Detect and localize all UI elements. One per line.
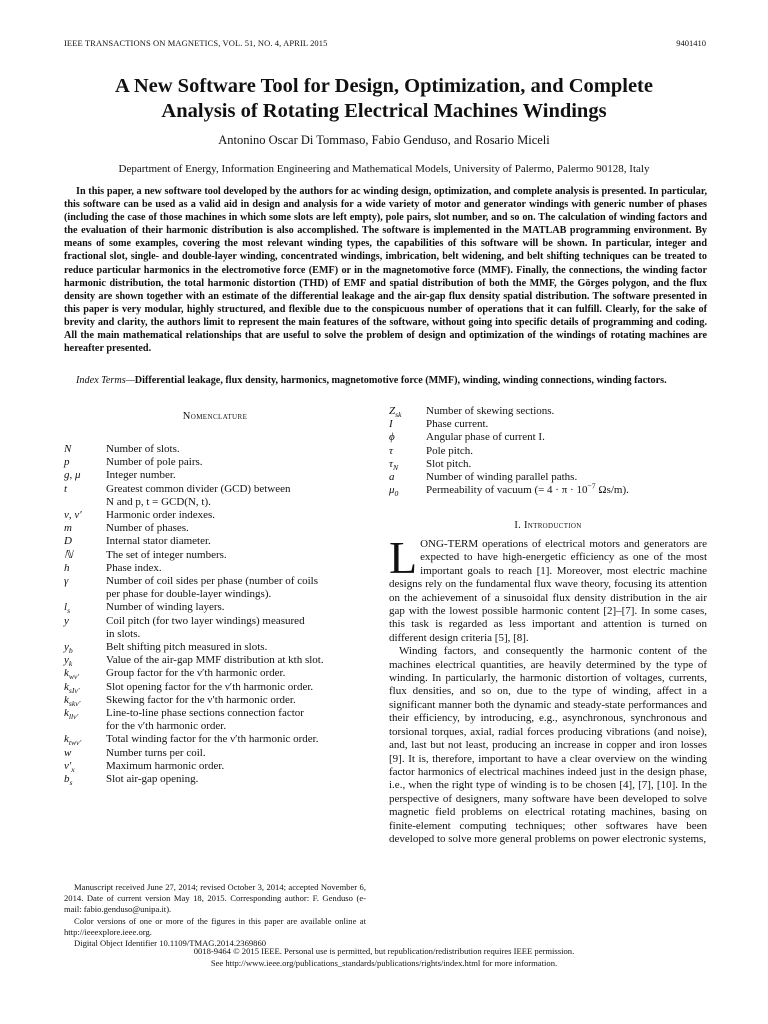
nomenclature-symbol: $k_{ll\nu'}$	[64, 707, 79, 722]
nomenclature-definition: Internal stator diameter.	[106, 535, 211, 548]
footnote-manuscript: Manuscript received June 27, 2014; revised October 3, 2014; accepted November 6, 2014. Date of current version May 18, 2015. Corresponding author: F. Genduso (e-mail: fabio.genduso@unipa.it).	[64, 882, 366, 915]
index-terms	[64, 374, 707, 387]
nomenclature-definition: Number of coil sides per phase (number of coils	[106, 575, 318, 588]
intro-paragraph-2: Winding factors, and consequently the harmonic content of the machines electrical quantities, are heavily determined by the type of winding. In particularly, the harmonic distortion of voltages, currents, flux densities, and so on, due to the type of winding, affect in a significant manner both the dynamic and steady-state performances and their efficiency, by introducing, e.g., asynchronous, synchronous and torsional torques, axial, radial forces producing vibrations (and noise), and, last but not least, producing an increase in copper and iron losses [9]. It is, therefore, important to have a clear overview on the winding factor harmonics of electrical machines indeed just in the design phase, i.e., when the right type of winding is to be chosen [4], [7], [10]. In the perspective of designers, many software have been developed to solve magnetic field problems on electrical rotating machines, basing on finite-element computing techniques; other softwares have been developed to solve more general problems on power electronic systems,	[389, 645, 707, 845]
nomenclature-definition: Angular phase of current I.	[426, 431, 545, 444]
nomenclature-definition: in slots.	[106, 627, 141, 640]
nomenclature-definition: Pole pitch.	[426, 444, 474, 457]
nomenclature-definition: Permeability of vacuum (= $4 \cdot \pi \cdot 10^{-7}$ Ωs/m).	[426, 481, 629, 497]
nomenclature-row	[64, 733, 374, 746]
nomenclature-row	[64, 760, 374, 773]
authors: Antonino Oscar Di Tommaso, Fabio Genduso, and Rosario Miceli	[218, 133, 550, 147]
copyright-line-1: 0018-9464 © 2015 IEEE. Personal use is permitted, but republication/redistribution requires IEEE permission.	[193, 946, 575, 956]
nomenclature-definition: Belt shifting pitch measured in slots.	[106, 641, 268, 654]
nomenclature-row	[389, 431, 719, 444]
nomenclature-row	[389, 471, 719, 484]
nomenclature-row	[64, 720, 374, 733]
nomenclature-row	[64, 747, 374, 760]
nomenclature-row	[64, 483, 374, 496]
nomenclature-list-left	[64, 443, 374, 786]
nomenclature-row	[64, 654, 374, 667]
nomenclature-definition: Integer number.	[106, 469, 176, 482]
nomenclature-row	[64, 575, 374, 588]
nomenclature-symbol: t	[64, 482, 68, 495]
nomenclature-definition: Number of winding layers.	[106, 601, 225, 614]
nomenclature-symbol	[64, 588, 106, 601]
nomenclature-row	[64, 641, 374, 654]
nomenclature-symbol: ϕ	[389, 431, 395, 444]
nomenclature-definition: Phase current.	[426, 418, 489, 431]
nomenclature-symbol: ℕ	[64, 548, 73, 561]
nomenclature-symbol: $\mu_0$	[389, 484, 399, 499]
nomenclature-definition: Number of phases.	[106, 522, 189, 535]
abstract: In this paper, a new software tool developed by the authors for ac winding design, optimization, and complete analysis is presented. In particular, this software can be used as a valid aid in design and analysis for a wide variety of motor and generator windings with generic number of phases (including the case of those machines in which some slots are left empty), pole pairs, slot number, and so on. The calculation of winding factors and the evaluation of their harmonic distribution is also accomplished. The software is implemented in the MATLAB programming environment. By means of some examples, covering the most relevant winding types, the capabilities of this software will be shown. In particular, integer and fractional slot, single- and double-layer winding, concentrated windings, imbrication, belt widening, and belt shifting techniques can be treated to reduce particular harmonics in the electromotive force (EMF) or in the magnetomotive force (MMF). Finally, the connections, the winding factor harmonic distribution, the total harmonic distortion (THD) of EMF and spatial distribution of both the MMF, the Görges polygon, and the flux density are shown together with an estimate of the differential leakage and the air-gap flux density spatial distribution. The software presented in this paper is very modular, highly structured, and flexible due to the conspicuous number of operations that it can fulfill. Clearly, for the sake of brevity and clarity, the authors limit to represent the main features of the software, without going into specific details of programming and coding. All the main mathematical relationships that are useful to solve the problem of design and optimization of the windings of rotating machines are hereafter presented.	[64, 186, 707, 355]
nomenclature-row	[64, 681, 374, 694]
copyright-notice	[40, 946, 728, 969]
nomenclature-row	[64, 509, 374, 522]
nomenclature-symbol: N	[64, 443, 72, 455]
nomenclature-symbol: $\nu'_x$	[64, 759, 75, 775]
nomenclature-row	[389, 481, 719, 499]
nomenclature-symbol: ν, ν′	[64, 509, 82, 522]
nomenclature-symbol: γ	[64, 575, 69, 588]
nomenclature-symbol: y	[64, 614, 69, 627]
nomenclature-definition: Phase index.	[106, 561, 162, 574]
title-line-1: A New Software Tool for Design, Optimization, and Complete	[115, 75, 653, 97]
nomenclature-definition: Value of the air-gap MMF distribution at kth slot.	[106, 654, 324, 667]
running-header: IEEE TRANSACTIONS ON MAGNETICS, VOL. 51, NO. 4, APRIL 2015	[64, 38, 328, 48]
nomenclature-definition: Coil pitch (for two layer windings) measured	[106, 614, 305, 627]
nomenclature-symbol: $k_{tw\nu'}$	[64, 733, 82, 748]
nomenclature-row	[64, 496, 374, 509]
nomenclature-row	[64, 601, 374, 614]
nomenclature-row	[389, 458, 719, 471]
nomenclature-definition: Maximum harmonic order.	[106, 759, 225, 772]
nomenclature-row	[64, 628, 374, 641]
nomenclature-symbol: τ	[389, 444, 393, 457]
footnote	[64, 882, 366, 949]
nomenclature-definition: Slot air-gap opening.	[106, 773, 199, 786]
nomenclature-row	[64, 469, 374, 482]
paper-title	[40, 74, 728, 124]
nomenclature-list-right	[389, 405, 719, 497]
nomenclature-row	[64, 707, 374, 720]
nomenclature-definition: Number of winding parallel paths.	[426, 471, 578, 484]
nomenclature-row	[64, 588, 374, 601]
nomenclature-row	[64, 615, 374, 628]
affiliation: Department of Energy, Information Engineering and Mathematical Models, University of Palermo, Palermo 90128, Italy	[118, 163, 650, 175]
nomenclature-definition: The set of integer numbers.	[106, 548, 227, 561]
nomenclature-definition: Number of skewing sections.	[426, 405, 555, 417]
nomenclature-definition: Slot pitch.	[426, 457, 472, 470]
nomenclature-symbol: $k_{sk\nu'}$	[64, 693, 81, 709]
nomenclature-definition: Number of pole pairs.	[106, 456, 203, 469]
drop-cap: L	[389, 532, 418, 583]
nomenclature-row	[64, 443, 374, 456]
nomenclature-symbol: $y_k$	[64, 654, 73, 669]
introduction-heading: I. Introduction	[514, 520, 582, 531]
nomenclature-symbol: I	[389, 418, 393, 431]
nomenclature-symbol: $k_{w\nu'}$	[64, 667, 80, 682]
nomenclature-definition: Number of slots.	[106, 443, 180, 455]
nomenclature-row	[64, 773, 374, 786]
article-number: 9401410	[676, 38, 706, 48]
nomenclature-definition: Greatest common divider (GCD) between	[106, 482, 291, 495]
nomenclature-symbol: D	[64, 535, 72, 548]
index-terms-text: Differential leakage, flux density, harmonics, magnetomotive force (MMF), winding, winding connections, winding factors.	[134, 375, 667, 386]
nomenclature-row	[64, 535, 374, 548]
nomenclature-definition: Harmonic order indexes.	[106, 509, 216, 522]
nomenclature-row	[64, 456, 374, 469]
nomenclature-row	[389, 445, 719, 458]
nomenclature-definition: N and p, t = GCD(N, t).	[106, 495, 211, 508]
index-terms-label: Index Terms—	[76, 375, 135, 386]
copyright-line-2: See http://www.ieee.org/publications_standards/publications/rights/index.html for more information.	[210, 957, 558, 968]
nomenclature-symbol	[64, 496, 106, 509]
nomenclature-definition: per phase for double-layer windings).	[106, 588, 272, 601]
nomenclature-symbol: w	[64, 746, 72, 759]
introduction-body	[389, 532, 707, 846]
intro-paragraph-1	[389, 532, 707, 645]
nomenclature-symbol: $k_{sI\nu'}$	[64, 680, 80, 695]
nomenclature-symbol: g, μ	[64, 469, 81, 482]
nomenclature-symbol: m	[64, 522, 72, 535]
nomenclature-symbol: $Z_{sk}$	[389, 405, 402, 420]
nomenclature-definition: Total winding factor for the ν′th harmonic order.	[106, 733, 319, 746]
nomenclature-symbol: $y_b$	[64, 641, 73, 656]
nomenclature-definition: Group factor for the ν′th harmonic order.	[106, 667, 286, 680]
nomenclature-heading: Nomenclature	[182, 411, 248, 422]
nomenclature-definition: Line-to-line phase sections connection factor	[106, 707, 304, 720]
nomenclature-definition: for the ν′th harmonic order.	[106, 720, 227, 733]
nomenclature-symbol: $\tau_N$	[389, 457, 399, 472]
footnote-doi: Digital Object Identifier 10.1109/TMAG.2014.2369860	[74, 938, 267, 949]
nomenclature-symbol	[64, 720, 106, 733]
nomenclature-definition: Skewing factor for the ν′th harmonic order.	[106, 693, 296, 706]
footnote-color: Color versions of one or more of the figures in this paper are available online at http://ieeexplore.ieee.org.	[64, 915, 366, 937]
nomenclature-symbol: h	[64, 561, 70, 574]
nomenclature-definition: Slot opening factor for the ν′th harmonic order.	[106, 680, 314, 693]
nomenclature-row	[64, 562, 374, 575]
nomenclature-row	[389, 418, 719, 431]
nomenclature-row	[64, 522, 374, 535]
nomenclature-row	[64, 667, 374, 680]
nomenclature-symbol: p	[64, 456, 70, 469]
nomenclature-row	[64, 694, 374, 707]
nomenclature-row	[389, 405, 719, 418]
nomenclature-symbol: a	[389, 471, 395, 484]
nomenclature-symbol: $l_s$	[64, 601, 71, 616]
nomenclature-symbol: $b_s$	[64, 773, 73, 788]
nomenclature-symbol	[64, 628, 106, 641]
nomenclature-row	[64, 549, 374, 562]
intro-paragraph-1-text: ONG-TERM operations of electrical motors and generators are expected to have high-energetic efficiency as one of the most important goals to reach [1]. Moreover, most electric machine designs rely on the fundamental flux wave theory, focusing its attention on the achievement of a sinusoidal flux density distribution in the air gap with the lowest possible harmonic content [2]–[7]. In some cases, this task is regarded as less important and attention is turned on different design criteria [5], [8].	[389, 538, 707, 644]
title-line-2: Analysis of Rotating Electrical Machines Windings	[161, 100, 607, 122]
nomenclature-definition: Number turns per coil.	[106, 746, 206, 759]
